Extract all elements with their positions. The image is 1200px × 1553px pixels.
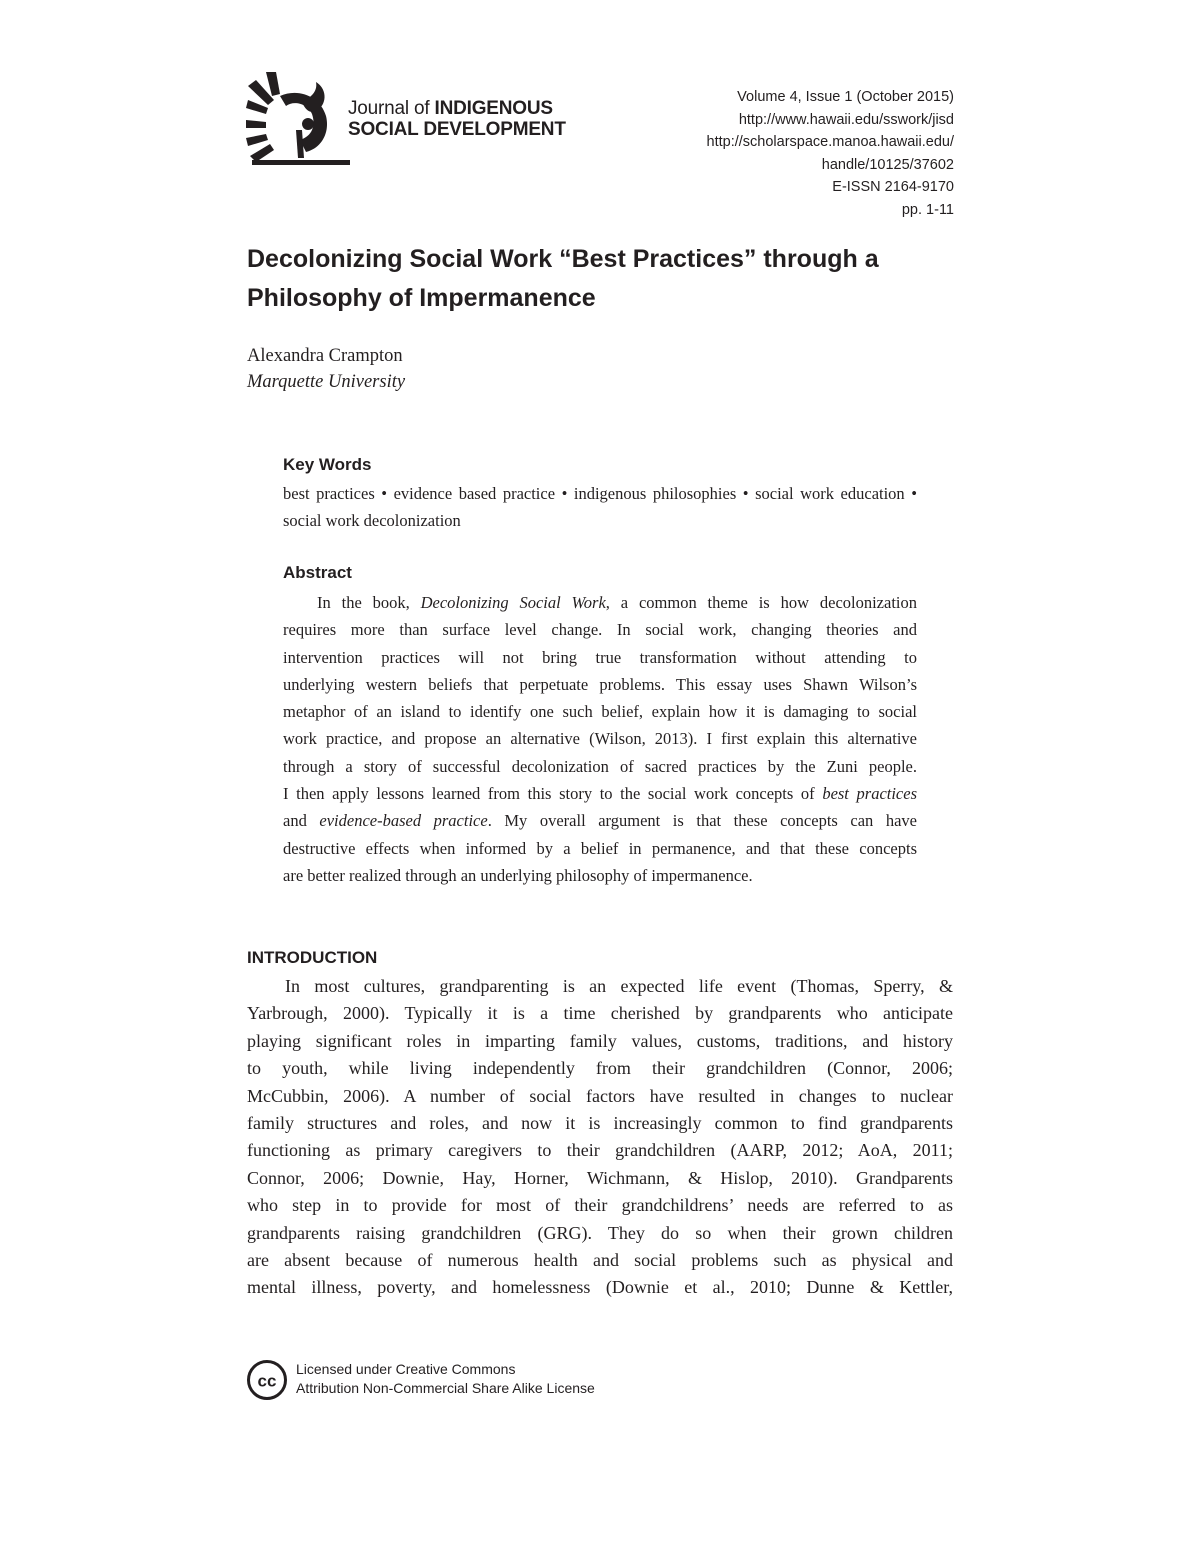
intro-line: are absent because of numerous health and social problems such as physical and — [247, 1249, 953, 1270]
journal-url-link[interactable]: http://www.hawaii.edu/sswork/jisd — [738, 111, 954, 128]
abstract-line: through a story of successful decolonization of sacred practices by the Zuni people. — [283, 756, 917, 776]
intro-line: mental illness, poverty, and homelessness (Downie et al., 2010; Dunne & Kettler, — [247, 1277, 953, 1298]
volume-issue: Volume 4, Issue 1 (October 2015) — [737, 89, 954, 105]
article-title — [247, 240, 967, 318]
intro-line: Connor, 2006; Downie, Hay, Horner, Wichmann, & Hislop, 2010). Grandparents — [247, 1167, 953, 1188]
journal-name-bold: INDIGENOUS — [434, 98, 553, 119]
abstract-line — [283, 589, 917, 616]
abstract-line: work practice, and propose an alternative (Wilson, 2013). I first explain this alternative — [283, 729, 917, 749]
book-title-italic: Decolonizing Social Work — [420, 593, 606, 612]
intro-line: functioning as primary caregivers to their grandchildren (AARP, 2012; AoA, 2011; — [247, 1140, 953, 1161]
license-line2: Attribution Non-Commercial Share Alike License — [296, 1380, 595, 1396]
article-title-line2: Philosophy of Impermanence — [247, 284, 596, 312]
cc-badge-text: cc — [257, 1371, 277, 1391]
abstract-line — [283, 807, 917, 834]
keywords-heading: Key Words — [283, 455, 372, 474]
intro-line: playing significant roles in imparting family values, customs, traditions, and history — [247, 1030, 953, 1051]
abstract-line: are better realized through an underlying philosophy of impermanence. — [283, 865, 753, 885]
intro-line: grandparents raising grandchildren (GRG). They do so when their grown children — [247, 1222, 953, 1243]
license-line1: Licensed under Creative Commons — [296, 1361, 516, 1377]
term-italic: best practices — [822, 784, 917, 804]
abstract-text-run: . My overall argument is that these concepts can have — [487, 811, 917, 831]
abstract-line: metaphor of an island to identify one such belief, explain how it is damaging to social — [283, 702, 917, 722]
author-name: Alexandra Crampton — [247, 346, 403, 366]
intro-line: who step in to provide for most of their grandchildrens’ needs are referred to as — [247, 1195, 953, 1216]
abstract-text-run: In the book, — [317, 593, 421, 612]
introduction-text — [247, 973, 953, 1302]
journal-name — [348, 98, 566, 140]
abstract-text-run: , a common theme is how decolonization — [605, 593, 917, 612]
scholarspace-url-link[interactable]: http://scholarspace.manoa.hawaii.edu/ — [706, 134, 954, 151]
abstract-line: underlying western beliefs that perpetuate problems. This essay uses Shawn Wilson’s — [283, 674, 917, 694]
intro-line: In most cultures, grandparenting is an expected life event (Thomas, Sperry, & — [285, 976, 953, 996]
intro-line: Yarbrough, 2000). Typically it is a time cherished by grandparents who anticipate — [247, 1003, 953, 1024]
page-range: pp. 1-11 — [901, 201, 954, 218]
abstract-line: requires more than surface level change. In social work, changing theories and — [283, 620, 917, 640]
abstract-line: destructive effects when informed by a belief in permanence, and that these concepts — [283, 838, 917, 858]
article-title-line1: Decolonizing Social Work “Best Practices” through a — [247, 245, 879, 273]
license-text — [296, 1360, 595, 1398]
keywords-text: best practices • evidence based practice • indigenous philosophies • social work education • social work decolonization — [283, 484, 917, 530]
abstract-text-run: and — [283, 811, 320, 831]
abstract-text — [283, 589, 917, 889]
creative-commons-icon — [246, 1359, 288, 1401]
abstract-heading: Abstract — [283, 563, 352, 582]
introduction-heading: INTRODUCTION — [247, 948, 378, 967]
term-italic: evidence-based practice — [319, 811, 488, 831]
intro-line: McCubbin, 2006). A number of social factors have resulted in changes to nuclear — [247, 1085, 953, 1106]
abstract-text-run: I then apply lessons learned from this story to the social work concepts of — [283, 784, 823, 804]
issue-metadata — [707, 86, 954, 222]
intro-line: to youth, while living independently from their grandchildren (Connor, 2006; — [247, 1058, 953, 1079]
abstract-line: intervention practices will not bring true transformation without attending to — [283, 647, 917, 667]
abstract-line — [283, 780, 917, 807]
eissn: E-ISSN 2164-9170 — [832, 179, 954, 196]
handle-url-link[interactable]: handle/10125/37602 — [821, 156, 954, 173]
intro-line: family structures and roles, and now it is increasingly common to find grandparents — [247, 1112, 953, 1133]
journal-name-line2: SOCIAL DEVELOPMENT — [348, 119, 566, 140]
journal-logo-icon — [246, 72, 358, 172]
journal-name-prefix: Journal of — [348, 98, 435, 119]
author-affiliation: Marquette University — [247, 372, 406, 392]
